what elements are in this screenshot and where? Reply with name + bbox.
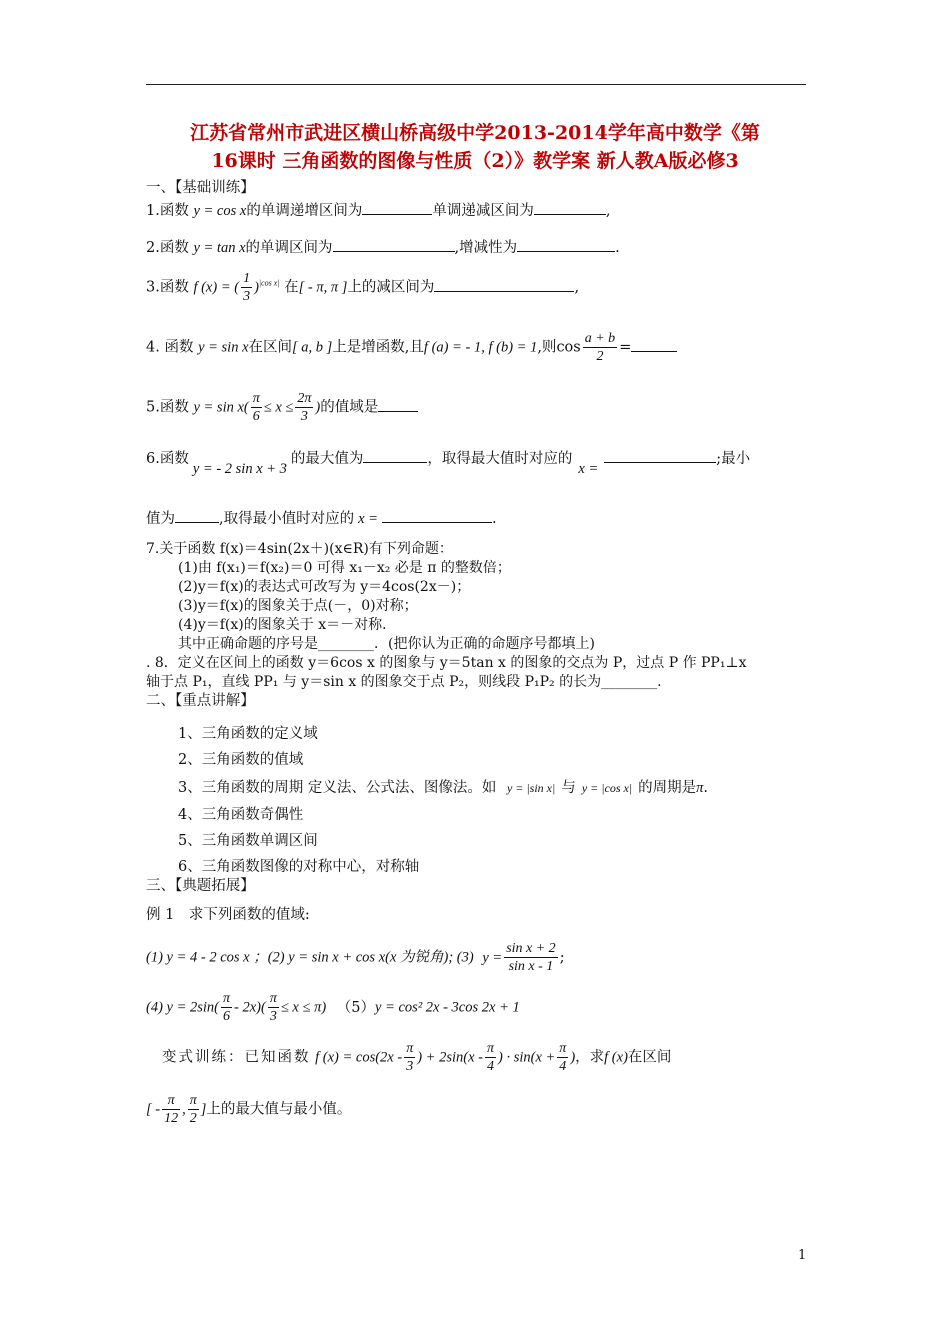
title-line-1: 江苏省常州市武进区横山桥高级中学2013-2014学年高中数学《第 bbox=[190, 122, 760, 144]
variant-training-interval: [ - $\frac{\pi}{12}$ , $\frac{\pi}{2}$ ]上的最大值与最小值。 bbox=[146, 1093, 352, 1126]
question-1: 1.函数 y = cos x的单调递增区间为 单调递减区间为 , bbox=[146, 200, 610, 221]
key-point-3: 3、三角函数的周期 定义法、公式法、图像法。如 y = |sin x| 与 y = |cos x| 的周期是π. bbox=[178, 780, 709, 796]
question-7-item-2: (2)y＝f(x)的表达式可改写为 y＝4cos(2x－)； bbox=[178, 579, 471, 595]
question-5: 5.函数 y = sin x( $\frac{\pi}{6}$ ≤ x ≤ $\frac{2\pi}{3}$ )的值域是 bbox=[146, 390, 418, 425]
page-number: 1 bbox=[798, 1248, 807, 1263]
question-6-continued: 值为 ,取得最小值时对应的 x = . bbox=[146, 508, 497, 529]
question-6: 6.函数y = - 2 sin x + 3的最大值为 ，取得最大值时对应的x =;最小 bbox=[146, 448, 750, 469]
question-7-item-4: (4)y＝f(x)的图象关于 x＝－对称． bbox=[178, 617, 397, 633]
section-1-heading: 一、【基础训练】 bbox=[146, 180, 255, 196]
question-7-item-1: (1)由 f(x₁)＝f(x₂)＝0 可得 x₁－x₂ 必是 π 的整数倍； bbox=[178, 560, 511, 576]
key-point-1: 1、三角函数的定义域 bbox=[178, 726, 318, 742]
top-rule bbox=[146, 84, 806, 85]
question-8-line-2: 轴于点 P₁，直线 PP₁ 与 y＝sin x 的图象交于点 P₂，则线段 P₁P₂ 的长为________. bbox=[146, 674, 662, 690]
question-7-tail: 其中正确命题的序号是________．(把你认为正确的命题序号都填上) bbox=[178, 636, 595, 652]
key-point-4: 4、三角函数奇偶性 bbox=[178, 807, 304, 823]
question-4: 4. 函数 y = sin x在区间[ a, b ]上是增函数,且f (a) = - 1, f (b) = 1,则cos $\frac{a + b}{2}$ = bbox=[146, 330, 677, 365]
question-7-stem: 7.关于函数 f(x)＝4sin(2x＋)(x∈R)有下列命题： bbox=[146, 541, 453, 557]
example-1-label: 例 1 求下列函数的值域: bbox=[146, 907, 310, 923]
example-1-parts-4-5: (4) y = 2sin( $\frac{\pi}{6}$ - 2x)( $\frac{\pi}{3}$ ≤ x ≤ π) （5）y = cos² 2x - 3cos 2x + 1 bbox=[146, 991, 520, 1024]
section-2-heading: 二、【重点讲解】 bbox=[146, 693, 255, 709]
key-point-5: 5、三角函数单调区间 bbox=[178, 833, 318, 849]
question-7-item-3: (3)y＝f(x)的图象关于点(－，0)对称； bbox=[178, 598, 418, 614]
key-point-2: 2、三角函数的值域 bbox=[178, 752, 304, 768]
section-3-heading: 三、【典题拓展】 bbox=[146, 878, 255, 894]
question-8-line-1: . 8．定义在区间上的函数 y＝6cos x 的图象与 y＝5tan x 的图象的交点为 P，过点 P 作 PP₁⊥x bbox=[146, 655, 747, 671]
title-line-2: 16课时 三角函数的图像与性质（2）》教学案 新人教A版必修3 bbox=[211, 150, 739, 172]
question-3: 3.函数 f (x) = ( $\frac{1}{3}$ )$^{|cos x|}$ 在[ - π, π ]上的减区间为 , bbox=[146, 271, 580, 304]
key-point-6: 6、三角函数图像的对称中心，对称轴 bbox=[178, 859, 420, 875]
variant-training: 变式训练：已知函数 f (x) = cos(2x - $\frac{\pi}{3}$ ) + 2sin(x - $\frac{\pi}{4}$ ) · sin(x + $\frac{\pi}{4}$ )，求f (x)在区间 bbox=[162, 1041, 672, 1074]
example-1-parts-1-3: (1) y = 4 - 2 cos x ；(2) y = sin x + cos x(x 为锐角); (3) y = $\frac{\text{sin x + 2}}{\text{sin x - 1}}$ ; bbox=[146, 941, 565, 974]
question-2: 2.函数 y = tan x的单调区间为 ,增减性为 . bbox=[146, 237, 620, 258]
